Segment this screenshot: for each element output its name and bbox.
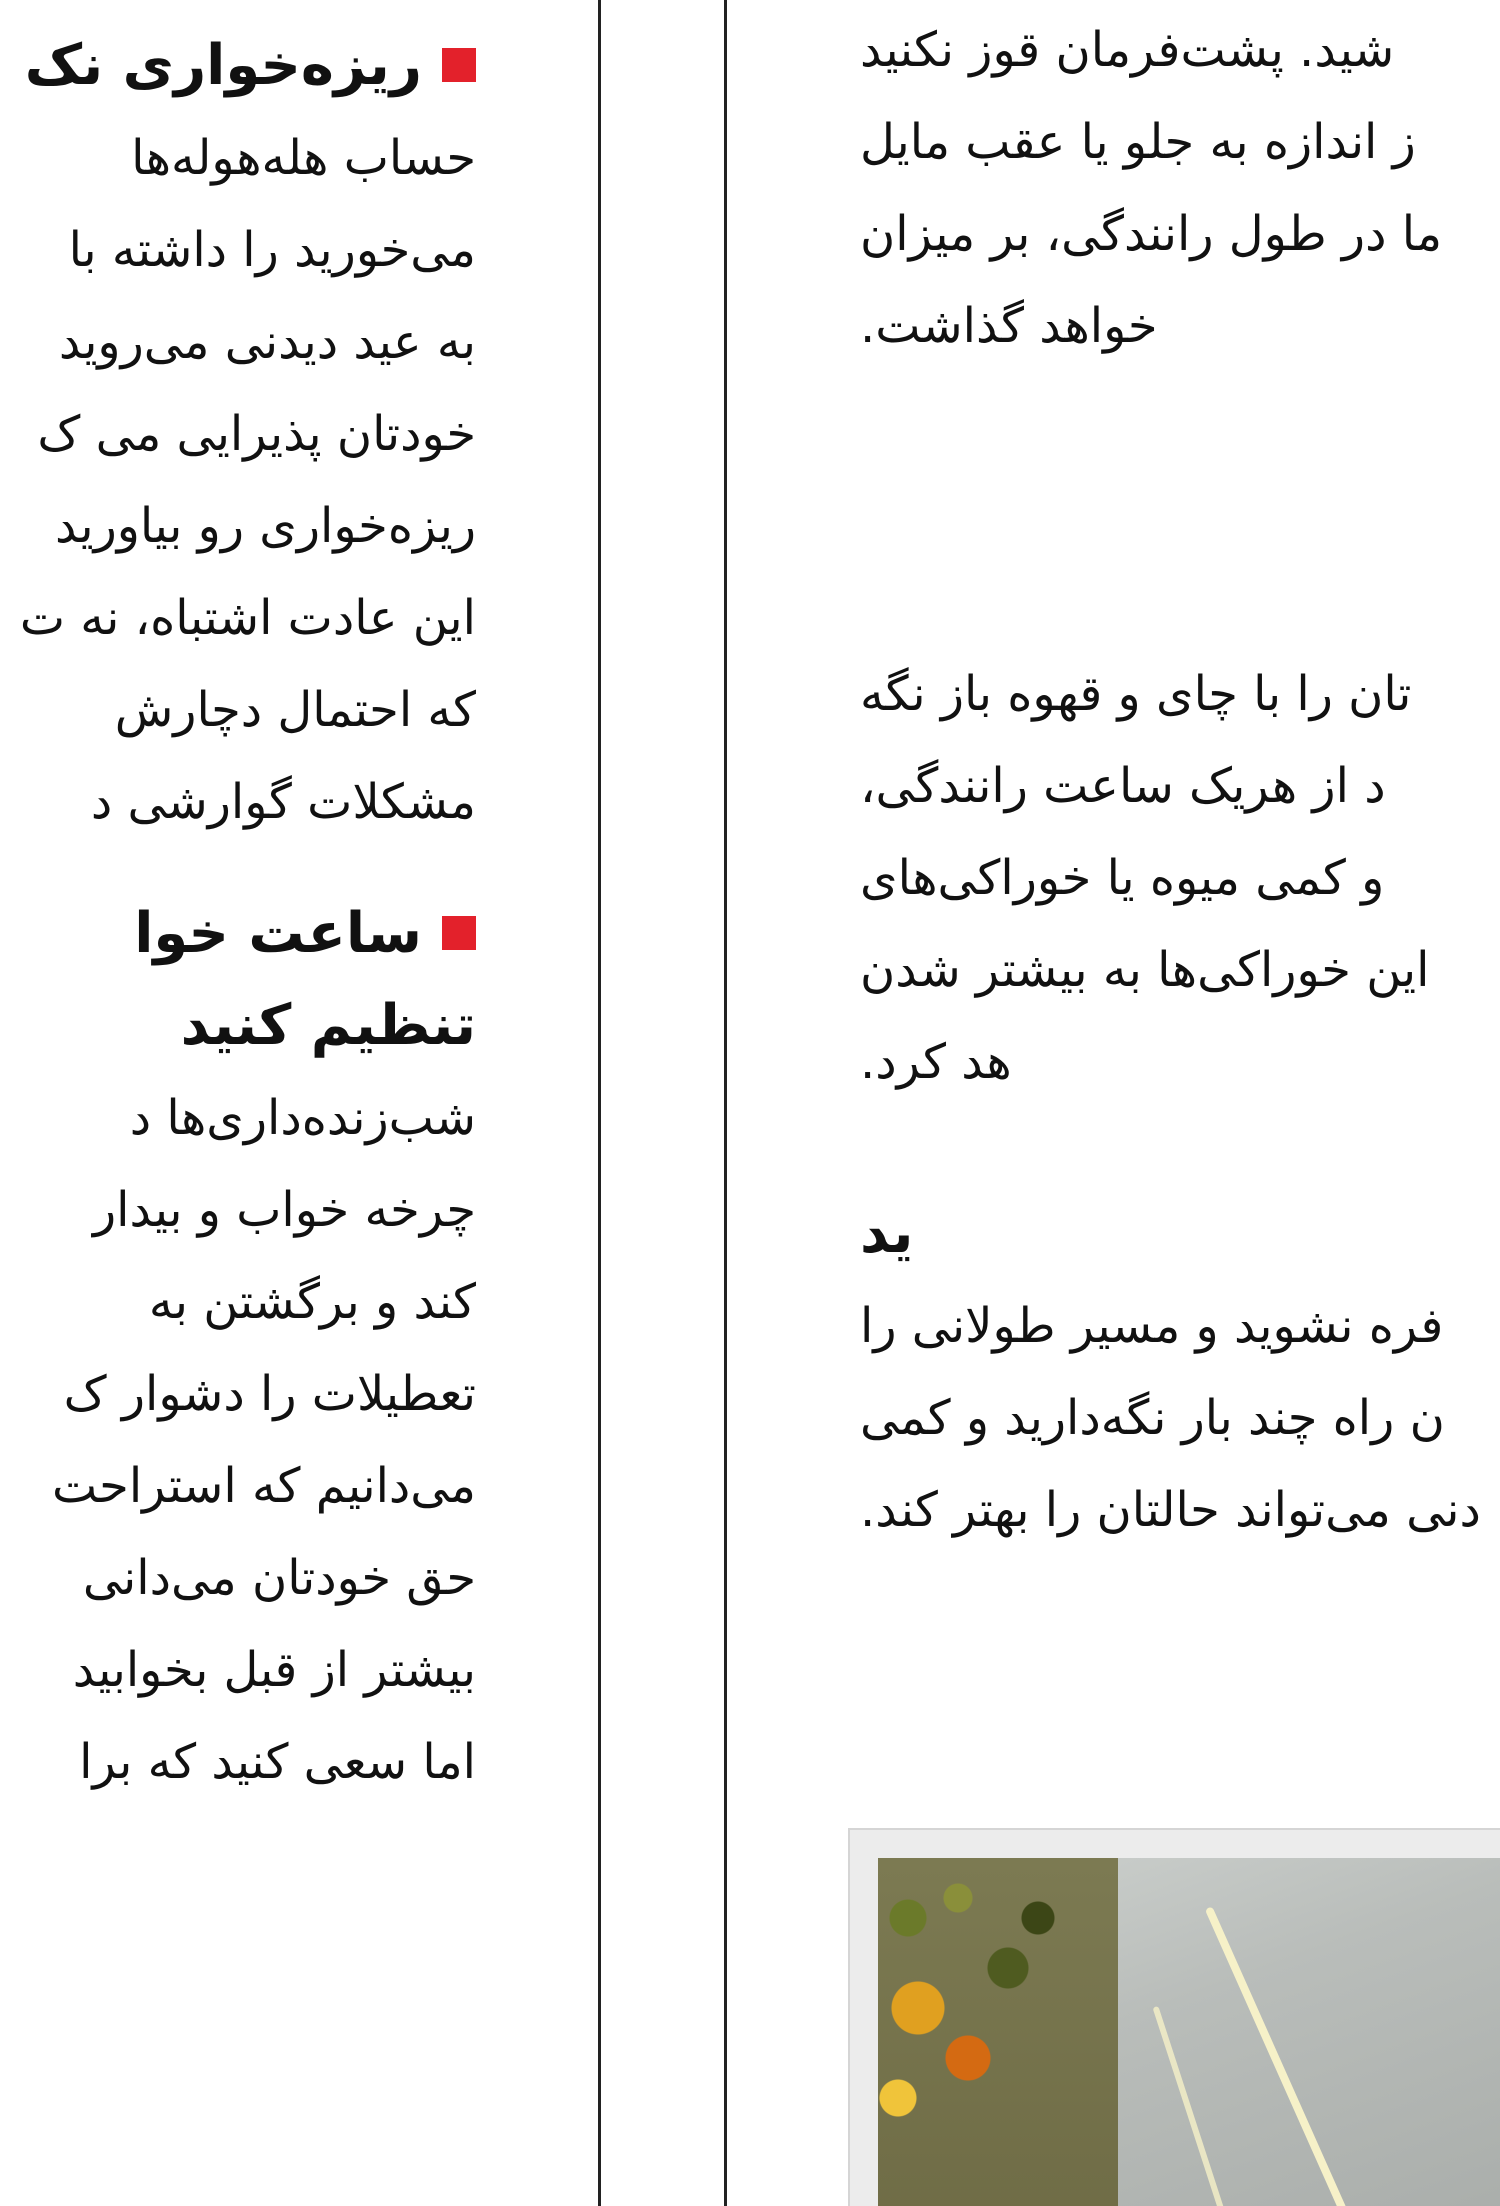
paragraph-line: اما سعی کنید که برا (79, 1734, 476, 1790)
heading-text: ریزه‌خواری نک (24, 33, 422, 98)
road-marking (1205, 1906, 1399, 2206)
paragraph-line: د از هریک ساعت رانندگی، (860, 758, 1386, 814)
paragraph-line: کند و برگشتن به (148, 1274, 476, 1330)
paragraph-line: خودتان پذیرایی می ک (37, 406, 476, 462)
road-photo (848, 1828, 1500, 2206)
section-heading-snacking (0, 20, 476, 112)
paragraph-line: ز اندازه به جلو یا عقب مایل (860, 114, 1416, 170)
paragraph-line: تعطیلات را دشوار ک (63, 1366, 476, 1422)
paragraph-line: ما در طول رانندگی، بر میزان (860, 206, 1443, 262)
paragraph-line: این عادت اشتباه، نه ت (19, 590, 476, 646)
paragraph-line: تان را با چای و قهوه باز نگه (860, 666, 1412, 722)
paragraph-line: این خوراکی‌ها به بیشتر شدن (860, 942, 1430, 998)
road-marking (1153, 2006, 1270, 2206)
paragraph-line: می‌دانیم که استراحت (52, 1458, 476, 1514)
paragraph-line: چرخه خواب و بیدار (92, 1182, 476, 1238)
column-divider (598, 0, 601, 2206)
heading-text: ساعت خوا (134, 901, 422, 966)
paragraph-line: به عید دیدنی می‌روید (58, 314, 476, 370)
paragraph-line: فره نشوید و مسیر طولانی را (860, 1298, 1444, 1354)
paragraph-line: مشکلات گوارشی د (90, 774, 476, 830)
paragraph-line: خواهد گذاشت. (860, 298, 1158, 354)
section-heading-sleep-line2: تنظیم کنید (180, 993, 476, 1058)
column-divider (724, 0, 727, 2206)
section-heading: ید (860, 1201, 914, 1266)
left-column (0, 0, 476, 2206)
red-square-bullet-icon (442, 48, 476, 82)
red-square-bullet-icon (442, 916, 476, 950)
paragraph-line: ن راه چند بار نگه‌دارید و کمی (860, 1390, 1445, 1446)
paragraph-line: می‌خورید را داشته با (68, 222, 476, 278)
paragraph-line: بیشتر از قبل بخوابید (72, 1642, 476, 1698)
paragraph-line: هد کرد. (860, 1034, 1012, 1090)
paragraph-line: شب‌زنده‌داری‌ها د (129, 1090, 476, 1146)
section-heading-sleep (0, 888, 476, 980)
paragraph-line: ریزه‌خواری رو بیاورید (55, 498, 476, 554)
paragraph-line: و کمی میوه یا خوراکی‌های (860, 850, 1385, 906)
paragraph-line: حساب هله‌هوله‌ها (131, 130, 476, 186)
paragraph-line: حق خودتان می‌دانی (82, 1550, 476, 1606)
photo-image (878, 1858, 1500, 2206)
paragraph-line: دنی می‌تواند حالتان را بهتر کند. (860, 1482, 1481, 1538)
paragraph-line: که احتمال دچارش (114, 682, 476, 738)
paragraph-line: شید. پشت‌فرمان قوز نکنید (860, 22, 1395, 78)
autumn-leaves-image (878, 1858, 1118, 2206)
